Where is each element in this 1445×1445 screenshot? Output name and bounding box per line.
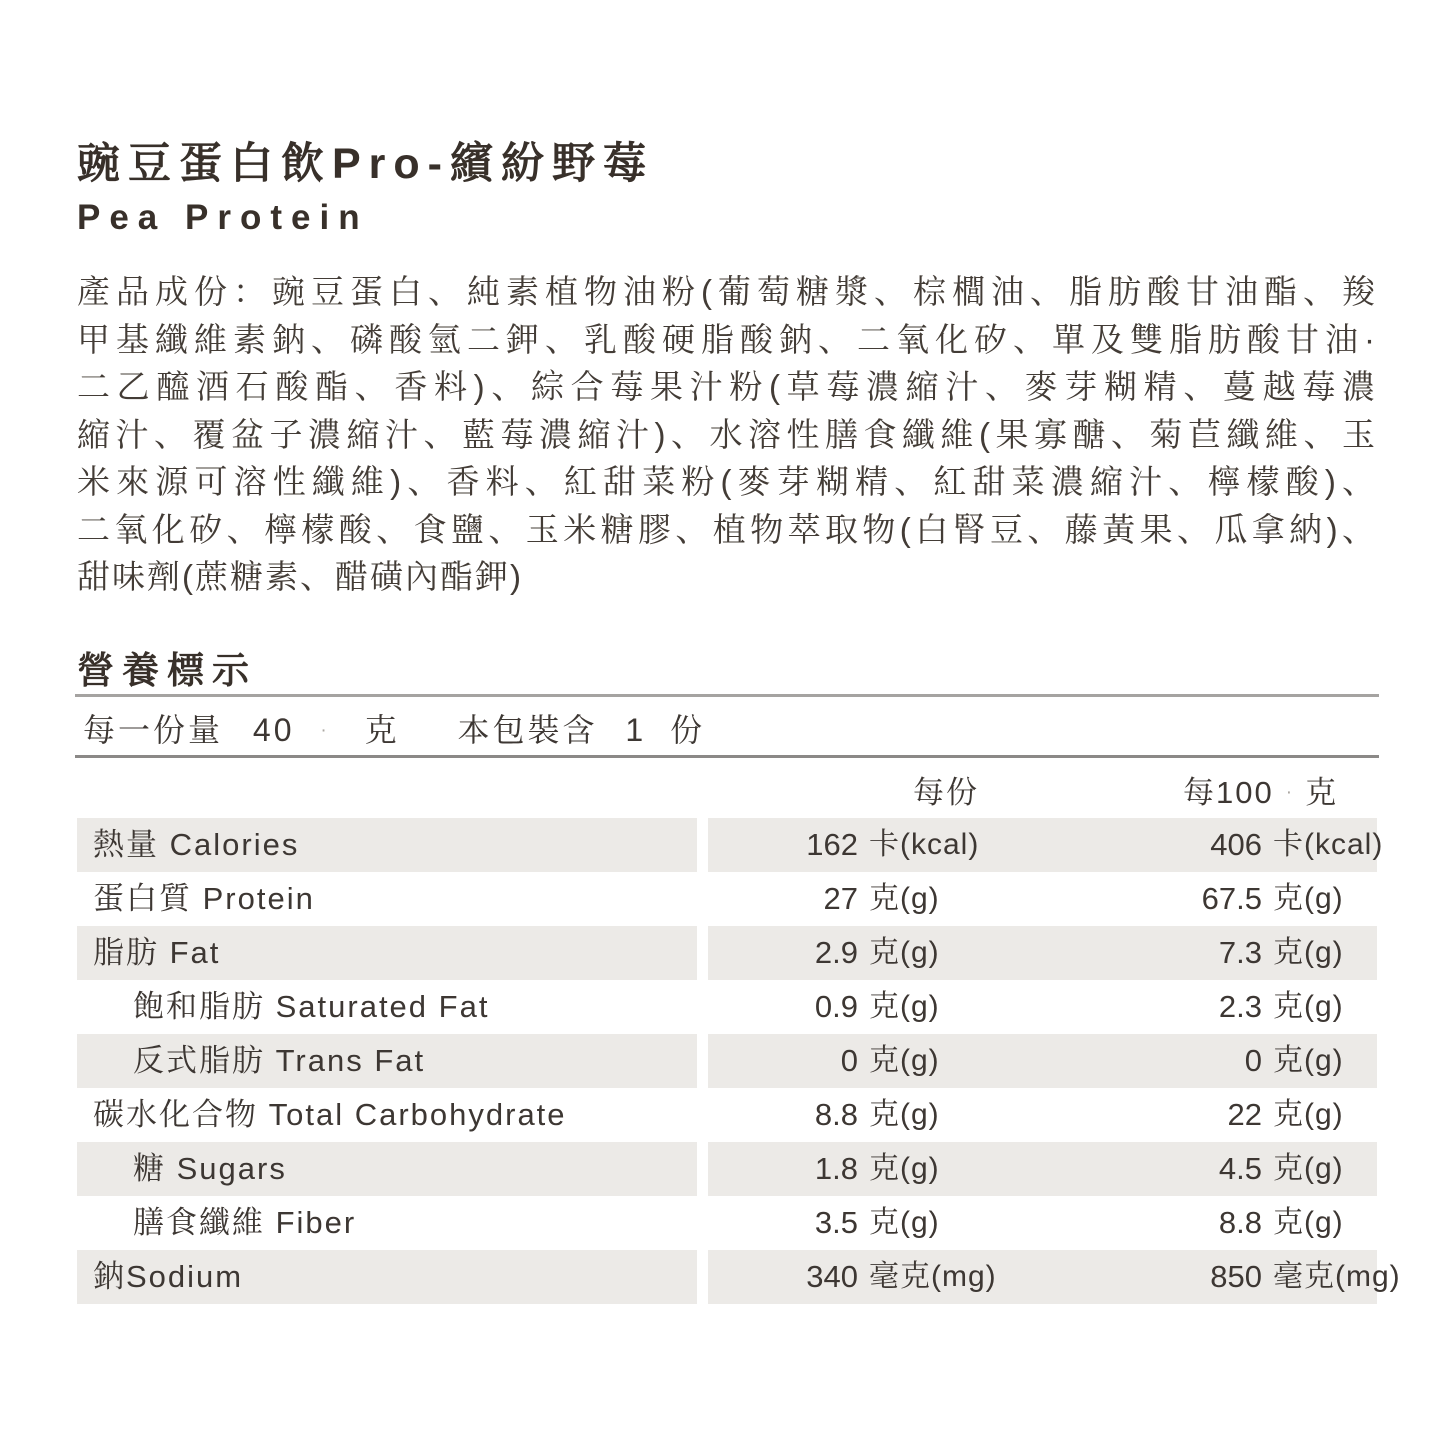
serving-size-label: 每一份量	[83, 712, 224, 748]
per-100g-unit: 克(g)	[1273, 1044, 1344, 1077]
row-label: 脂肪 Fat	[93, 935, 221, 970]
table-column-headers	[77, 768, 1377, 818]
column-header-per-100g	[1183, 768, 1338, 818]
nutrition-table-row	[77, 1142, 1377, 1196]
per-serving-unit: 克(g)	[869, 1044, 940, 1077]
ingredients-line: 米來源可溶性纖維)、香料、紅甜菜粉(麥芽糊精、紅甜菜濃縮汁、檸檬酸)、	[77, 463, 1377, 500]
ingredients-line: 甜味劑(蔗糖素、醋磺內酯鉀)	[77, 558, 523, 595]
per-serving-unit: 卡(kcal)	[869, 828, 980, 861]
per-100g-value: 406	[1210, 827, 1262, 862]
per-serving-unit: 毫克(mg)	[869, 1260, 997, 1293]
ingredients-line: 二氧化矽、檸檬酸、食鹽、玉米糖膠、植物萃取物(白腎豆、藤黃果、瓜拿納)、	[77, 510, 1377, 548]
per-100g-unit: 克(g)	[1273, 1152, 1344, 1185]
per-100g-unit: 克(g)	[1273, 990, 1344, 1023]
nutrition-table-row	[77, 980, 1377, 1034]
nutrition-table-row	[77, 1250, 1401, 1304]
per-100g-unit: 克(g)	[1273, 1098, 1344, 1131]
package-count-value: 1	[625, 712, 647, 748]
per-100-dot: ·	[1285, 782, 1293, 803]
per-100-prefix: 每100	[1183, 775, 1274, 810]
per-100g-value: 850	[1210, 1259, 1262, 1294]
nutrition-heading: 營養標示	[77, 650, 257, 691]
ingredients-line: 縮汁、覆盆子濃縮汁、藍莓濃縮汁)、水溶性膳食纖維(果寡醣、菊苣纖維、玉	[77, 415, 1377, 453]
nutrition-table-row	[77, 926, 1377, 980]
row-label: 鈉Sodium	[93, 1259, 244, 1294]
per-100g-value: 67.5	[1201, 881, 1262, 916]
package-count-unit: 份	[670, 712, 706, 748]
per-serving-value: 0.9	[814, 989, 858, 1024]
ingredients-line: 二乙醯酒石酸酯、香料)、綜合莓果汁粉(草莓濃縮汁、麥芽糊精、蔓越莓濃	[77, 368, 1377, 405]
row-label: 熱量 Calories	[93, 827, 300, 862]
serving-size-unit: 克	[364, 712, 400, 748]
divider-table-top	[75, 755, 1379, 758]
serving-size-value: 40	[252, 712, 295, 748]
column-header-per-serving: 每份	[913, 775, 979, 810]
per-100g-unit: 克(g)	[1273, 882, 1344, 915]
ingredients-line: 甲基纖維素鈉、磷酸氫二鉀、乳酸硬脂酸鈉、二氧化矽、單及雙脂肪酸甘油·	[77, 320, 1377, 358]
per-100g-value: 2.3	[1218, 989, 1262, 1024]
row-label: 膳食纖維 Fiber	[133, 1205, 357, 1240]
nutrition-table-row	[77, 1196, 1377, 1250]
serving-size-dot: ·	[320, 720, 327, 741]
per-serving-unit: 克(g)	[869, 990, 940, 1023]
per-serving-value: 8.8	[814, 1097, 858, 1132]
nutrition-table-row	[77, 872, 1377, 926]
per-100g-unit: 卡(kcal)	[1273, 828, 1384, 861]
product-title-en: Pea Protein	[77, 198, 369, 237]
per-serving-unit: 克(g)	[869, 1206, 940, 1239]
row-label: 反式脂肪 Trans Fat	[133, 1043, 426, 1078]
per-serving-unit: 克(g)	[869, 1098, 940, 1131]
per-serving-unit: 克(g)	[869, 936, 940, 969]
per-100g-unit: 克(g)	[1273, 936, 1344, 969]
per-100g-value: 22	[1227, 1097, 1262, 1132]
per-serving-value: 162	[806, 827, 858, 862]
per-serving-unit: 克(g)	[869, 1152, 940, 1185]
per-100g-unit: 克(g)	[1273, 1206, 1344, 1239]
per-100g-value: 4.5	[1218, 1151, 1262, 1186]
row-label: 蛋白質 Protein	[93, 881, 315, 916]
nutrition-table-row	[77, 1088, 1377, 1142]
nutrition-table	[77, 818, 1401, 1304]
per-100g-value: 0	[1244, 1043, 1262, 1078]
per-100-unit: 克	[1305, 775, 1339, 810]
per-serving-value: 2.9	[814, 935, 858, 970]
per-serving-unit: 克(g)	[869, 882, 940, 915]
per-serving-value: 1.8	[814, 1151, 858, 1186]
serving-size-line	[83, 706, 705, 755]
per-100g-value: 8.8	[1218, 1205, 1262, 1240]
nutrition-table-row	[77, 818, 1384, 872]
product-title-zh: 豌豆蛋白飲Pro-繽紛野莓	[77, 140, 654, 188]
per-serving-value: 340	[806, 1259, 858, 1294]
divider-top	[75, 694, 1379, 697]
row-label: 碳水化合物 Total Carbohydrate	[93, 1097, 567, 1132]
package-count-label: 本包裝含	[457, 712, 598, 748]
per-serving-value: 3.5	[814, 1205, 858, 1240]
per-serving-value: 27	[823, 881, 858, 916]
ingredients-line: 產品成份：豌豆蛋白、純素植物油粉(葡萄糖漿、棕櫚油、脂肪酸甘油酯、羧	[77, 273, 1377, 310]
row-label: 糖 Sugars	[133, 1151, 287, 1186]
row-label: 飽和脂肪 Saturated Fat	[133, 989, 490, 1024]
per-100g-value: 7.3	[1218, 935, 1262, 970]
per-100g-unit: 毫克(mg)	[1273, 1260, 1401, 1293]
per-serving-value: 0	[840, 1043, 858, 1078]
nutrition-table-row	[77, 1034, 1377, 1088]
ingredients-paragraph	[77, 268, 1377, 601]
